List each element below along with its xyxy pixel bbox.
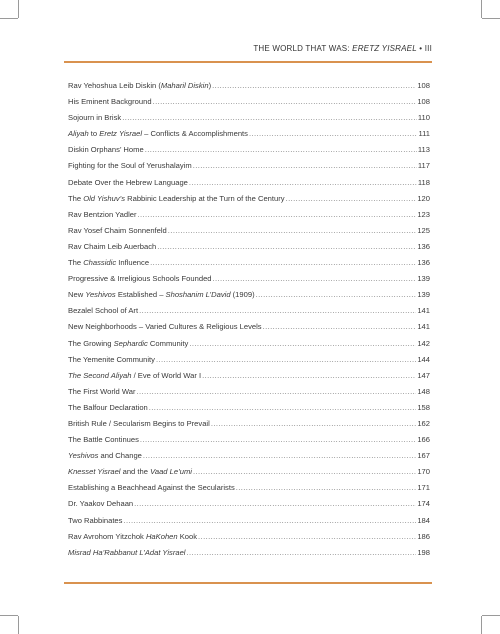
toc-dot-leader xyxy=(249,126,417,142)
toc-title-segment: Dr. Yaakov Dehaan xyxy=(68,499,134,509)
toc-entry xyxy=(68,175,430,191)
toc-dot-leader xyxy=(149,400,417,416)
toc-entry xyxy=(68,448,430,464)
toc-dot-leader xyxy=(143,448,416,464)
toc-title-segment: The Balfour Declaration xyxy=(68,402,148,412)
toc-title-segment: Kook xyxy=(177,531,198,541)
toc-entry-title xyxy=(68,529,197,545)
toc-dot-leader xyxy=(145,142,417,158)
toc-title-segment: Sephardic xyxy=(113,338,148,348)
toc-entry-title xyxy=(68,545,186,561)
toc-title-segment: New xyxy=(68,290,86,300)
toc-page-number: 147 xyxy=(417,370,430,380)
toc-entry-title xyxy=(68,464,192,480)
toc-page-number: 108 xyxy=(417,97,430,107)
toc-entry xyxy=(68,352,430,368)
toc-title-segment: / Eve of World War I xyxy=(131,370,202,380)
toc-title-segment: and Change xyxy=(98,451,142,461)
toc-entry-title xyxy=(68,448,142,464)
toc-title-segment: The Second Aliyah xyxy=(68,370,132,380)
toc-title-segment: Shoshanim L’David xyxy=(165,290,231,300)
toc-entry xyxy=(68,400,430,416)
header-page-number: III xyxy=(424,44,432,53)
toc-entry xyxy=(68,191,430,207)
toc-page-number: 170 xyxy=(417,467,430,477)
toc-page-number: 139 xyxy=(417,274,430,284)
toc-page-number: 111 xyxy=(418,129,430,139)
toc-page-number: 174 xyxy=(417,499,430,509)
toc-entry xyxy=(68,432,430,448)
toc-page-number: 120 xyxy=(417,193,430,203)
toc-title-segment: Chassidic xyxy=(83,258,117,268)
toc-entry xyxy=(68,223,430,239)
toc-entry xyxy=(68,464,430,480)
toc-dot-leader xyxy=(211,416,417,432)
toc-dot-leader xyxy=(137,384,417,400)
toc-title-segment: HaKohen xyxy=(145,531,178,541)
toc-dot-leader xyxy=(189,336,416,352)
toc-entry xyxy=(68,126,430,142)
crop-mark-bottom-right-h xyxy=(482,615,500,616)
toc-dot-leader xyxy=(202,368,416,384)
toc-entry-title xyxy=(68,239,156,255)
toc-page-number: 136 xyxy=(417,241,430,251)
toc-page-number: 139 xyxy=(417,290,430,300)
toc-title-segment: The Yemenite Community xyxy=(68,354,155,364)
toc-entry xyxy=(68,94,430,110)
toc-page-number: 171 xyxy=(417,483,430,493)
toc-page-number: 144 xyxy=(417,354,430,364)
toc-entry xyxy=(68,384,430,400)
toc-title-segment: Rav Bentzion Yadler xyxy=(68,209,137,219)
toc-title-segment: Knesset Yisrael xyxy=(68,467,121,477)
toc-page-number: 167 xyxy=(417,451,430,461)
toc-title-segment: Rav Avrohom Yitzchok xyxy=(68,531,146,541)
toc-title-segment: Influence xyxy=(116,258,150,268)
toc-title-segment: Debate Over the Hebrew Language xyxy=(68,177,188,187)
toc-title-segment: ) xyxy=(208,81,212,90)
toc-title-segment: (1909) xyxy=(230,290,255,300)
toc-page-number: 118 xyxy=(417,177,430,187)
toc-title-segment: The xyxy=(68,193,84,203)
toc-dot-leader xyxy=(256,287,417,303)
toc-title-segment: The xyxy=(68,258,84,268)
crop-mark-top-left xyxy=(18,0,19,18)
toc-page-number: 184 xyxy=(417,515,430,525)
toc-page-number: 123 xyxy=(417,209,430,219)
toc-title-segment: Fighting for the Soul of Yerushalayim xyxy=(68,161,192,171)
table-of-contents xyxy=(68,78,430,561)
toc-entry-title xyxy=(68,223,167,239)
toc-entry xyxy=(68,336,430,352)
toc-entry-title xyxy=(68,416,210,432)
toc-dot-leader xyxy=(193,464,416,480)
toc-dot-leader xyxy=(157,239,416,255)
toc-page-number: 136 xyxy=(417,258,430,268)
toc-entry-title xyxy=(68,400,148,416)
toc-page-number: 166 xyxy=(417,435,430,445)
toc-page-number: 148 xyxy=(417,386,430,396)
toc-entry xyxy=(68,239,430,255)
toc-page-number: 186 xyxy=(417,531,430,541)
toc-title-segment: Sojourn in Brisk xyxy=(68,113,122,123)
toc-entry xyxy=(68,319,430,335)
toc-dot-leader xyxy=(156,352,416,368)
toc-title-segment: The Battle Continues xyxy=(68,435,139,445)
toc-title-segment: Rav Chaim Leib Auerbach xyxy=(68,241,157,251)
toc-title-segment: New Neighborhoods – Varied Cultures & Religious Levels xyxy=(68,322,262,332)
toc-page-number: 162 xyxy=(417,418,430,428)
toc-title-segment: Yeshivos xyxy=(85,290,116,300)
toc-entry xyxy=(68,480,430,496)
toc-entry-title xyxy=(68,110,121,126)
toc-dot-leader xyxy=(168,223,417,239)
crop-mark-bottom-left-h xyxy=(0,615,18,616)
toc-entry xyxy=(68,303,430,319)
toc-entry-title xyxy=(68,158,192,174)
toc-entry xyxy=(68,78,430,94)
toc-page-number: 110 xyxy=(417,113,430,123)
toc-page-number: 113 xyxy=(417,145,430,155)
toc-title-segment: Old Yishuv’s xyxy=(83,193,125,203)
toc-dot-leader xyxy=(123,513,416,529)
toc-entry-title xyxy=(68,319,262,335)
toc-dot-leader xyxy=(139,303,416,319)
toc-title-segment: Eretz Yisrael xyxy=(99,129,143,139)
crop-mark-bottom-right xyxy=(481,616,482,634)
toc-entry xyxy=(68,545,430,561)
toc-title-segment: – Conflicts & Accomplishments xyxy=(142,129,248,139)
toc-dot-leader xyxy=(189,175,417,191)
toc-entry-title xyxy=(68,78,211,94)
toc-entry xyxy=(68,368,430,384)
toc-title-segment: Established – xyxy=(115,290,166,300)
toc-entry-title xyxy=(68,175,188,191)
toc-dot-leader xyxy=(153,94,417,110)
toc-page-number: 125 xyxy=(417,225,430,235)
toc-dot-leader xyxy=(286,191,417,207)
toc-title-segment: The First World War xyxy=(68,386,136,396)
toc-dot-leader xyxy=(140,432,416,448)
header-title-italic: ERETZ YISRAEL xyxy=(352,44,417,53)
toc-page-number: 141 xyxy=(417,322,430,332)
toc-title-segment: Aliyah xyxy=(68,129,89,139)
toc-entry xyxy=(68,255,430,271)
toc-page-number: 158 xyxy=(417,402,430,412)
toc-title-segment: The Growing xyxy=(68,338,114,348)
toc-page-number: 142 xyxy=(417,338,430,348)
toc-title-segment: Vaad Le’umi xyxy=(150,467,192,477)
toc-entry-title xyxy=(68,303,138,319)
crop-mark-top-right xyxy=(481,0,482,18)
toc-page-number: 198 xyxy=(417,547,430,557)
toc-entry xyxy=(68,110,430,126)
toc-entry-title xyxy=(68,255,149,271)
toc-title-segment: His Eminent Background xyxy=(68,97,152,107)
toc-entry-title xyxy=(68,287,255,303)
toc-dot-leader xyxy=(236,480,417,496)
toc-entry-title xyxy=(68,432,139,448)
toc-entry-title xyxy=(68,126,248,142)
toc-title-segment: Two Rabbinates xyxy=(68,515,123,525)
toc-title-segment: Progressive & Irreligious Schools Founded xyxy=(68,274,212,284)
toc-entry-title xyxy=(68,271,212,287)
toc-title-segment: Yeshivos xyxy=(68,451,99,461)
toc-title-segment: Bezalel School of Art xyxy=(68,306,139,316)
toc-dot-leader xyxy=(134,496,416,512)
toc-entry xyxy=(68,142,430,158)
toc-title-segment: Rabbinic Leadership at the Turn of the Century xyxy=(125,193,285,203)
toc-page-number: 117 xyxy=(417,161,430,171)
toc-entry xyxy=(68,287,430,303)
toc-entry-title xyxy=(68,191,285,207)
toc-page-number: 108 xyxy=(417,81,430,90)
toc-title-segment: Diskin Orphans’ Home xyxy=(68,145,144,155)
toc-dot-leader xyxy=(263,319,417,335)
footer-rule xyxy=(64,582,432,584)
toc-dot-leader xyxy=(198,529,416,545)
toc-title-segment: Maharil Diskin xyxy=(160,81,209,90)
toc-title-segment: to xyxy=(88,129,100,139)
toc-entry-title xyxy=(68,336,188,352)
crop-mark-top-left-h xyxy=(0,18,18,19)
toc-title-segment: Community xyxy=(147,338,189,348)
toc-dot-leader xyxy=(213,271,417,287)
toc-dot-leader xyxy=(187,545,417,561)
toc-entry xyxy=(68,207,430,223)
crop-mark-top-right-h xyxy=(482,18,500,19)
toc-title-segment: Rav Yehoshua Leib Diskin ( xyxy=(68,81,161,90)
toc-dot-leader xyxy=(212,78,416,94)
toc-title-segment: and the xyxy=(120,467,151,477)
toc-entry-title xyxy=(68,352,155,368)
toc-entry-title xyxy=(68,496,133,512)
toc-title-segment: British Rule / Secularism Begins to Prevail xyxy=(68,418,210,428)
toc-entry xyxy=(68,496,430,512)
toc-entry xyxy=(68,513,430,529)
toc-dot-leader xyxy=(122,110,417,126)
header-bullet: • xyxy=(416,44,425,53)
toc-dot-leader xyxy=(193,158,417,174)
toc-dot-leader xyxy=(138,207,417,223)
crop-mark-bottom-left xyxy=(18,616,19,634)
toc-entry-title xyxy=(68,207,137,223)
toc-entry-title xyxy=(68,513,122,529)
toc-entry-title xyxy=(68,94,152,110)
toc-entry-title xyxy=(68,368,201,384)
toc-entry xyxy=(68,416,430,432)
toc-title-segment: Establishing a Beachhead Against the Secularists xyxy=(68,483,235,493)
toc-page-number: 141 xyxy=(417,306,430,316)
toc-entry xyxy=(68,158,430,174)
toc-dot-leader xyxy=(150,255,416,271)
toc-entry xyxy=(68,529,430,545)
header-title: THE WORLD THAT WAS: xyxy=(253,44,353,53)
toc-title-segment: Misrad Ha’Rabbanut L’Adat Yisrael xyxy=(68,547,186,557)
toc-entry-title xyxy=(68,480,235,496)
toc-entry-title xyxy=(68,142,144,158)
toc-entry xyxy=(68,271,430,287)
running-header xyxy=(64,44,432,58)
header-rule xyxy=(64,61,432,63)
toc-entry-title xyxy=(68,384,136,400)
toc-title-segment: Rav Yosef Chaim Sonnenfeld xyxy=(68,225,167,235)
